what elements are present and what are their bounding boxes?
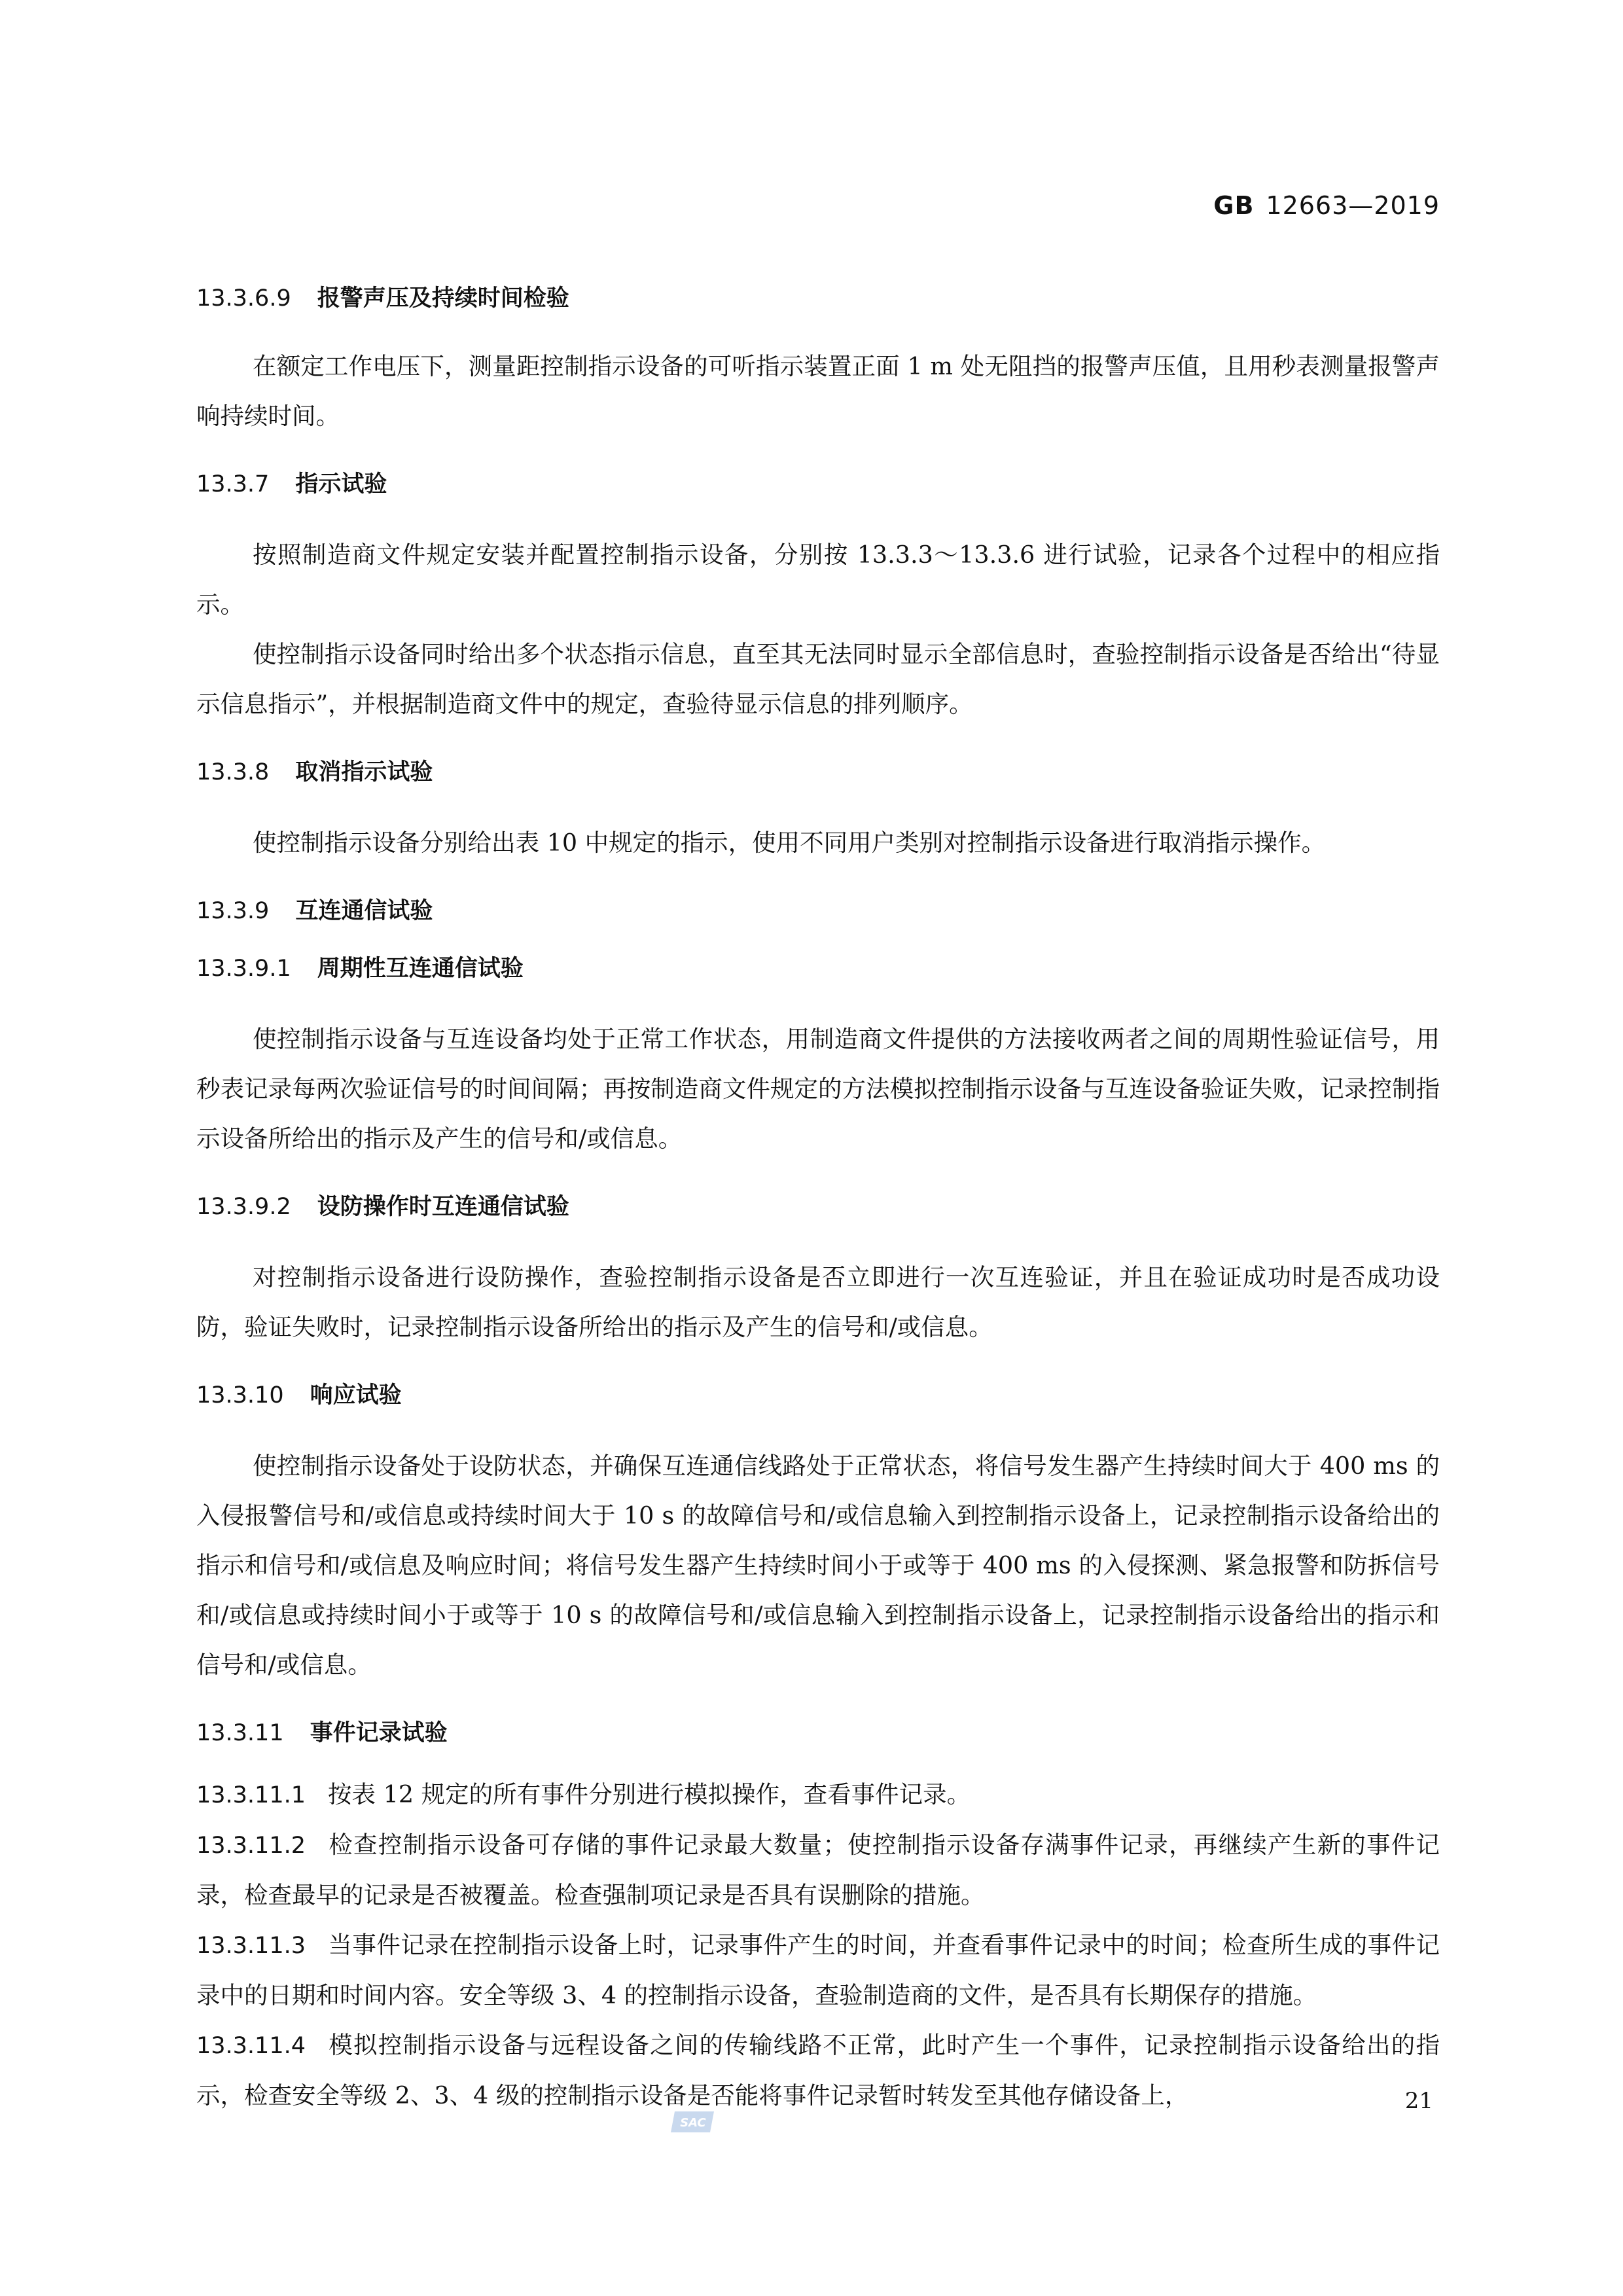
section-heading <box>196 1378 1440 1412</box>
item-number: 13.3.11.3 <box>196 1933 306 1959</box>
paragraph: 使控制指示设备同时给出多个状态指示信息，直至其无法同时显示全部信息时，查验控制指示设备是否给出“待显示信息指示”，并根据制造商文件中的规定，查验待显示信息的排列顺序。 <box>196 640 1440 718</box>
section-number: 13.3.9.2 <box>196 1194 291 1220</box>
standard-number <box>1213 191 1440 220</box>
section-number: 13.3.9 <box>196 898 270 924</box>
section-heading <box>196 1190 1440 1224</box>
section-number: 13.3.9.1 <box>196 956 291 982</box>
section-number: 13.3.6.9 <box>196 285 291 312</box>
section-title: 报警声压及持续时间检验 <box>317 285 569 312</box>
item-text: 检查控制指示设备可存储的事件记录最大数量；使控制指示设备存满事件记录，再继续产生新的事件记录，检查最早的记录是否被覆盖。检查强制项记录是否具有误删除的措施。 <box>196 1831 1440 1909</box>
paragraph: 使控制指示设备处于设防状态，并确保互连通信线路处于正常状态，将信号发生器产生持续时间大于 400 ms 的入侵报警信号和/或信息或持续时间大于 10 s 的故障信号和/或信息输入到控制指示设备上，记录控制指示设备给出的指示和信号和/或信息及响应时间；将信号发生器产生持续时间小于或等于 400 ms 的入侵探测、紧急报警和防拆信号和/或信息或持续时间小于或等于 10 s 的故障信号和/或信息输入到控制指示设备上，记录控制指示设备给出的指示和信号和/或信息。 <box>196 1452 1440 1679</box>
section-number: 13.3.8 <box>196 759 270 785</box>
section-heading <box>196 1716 1440 1750</box>
section-heading <box>196 952 1440 986</box>
paragraph: 对控制指示设备进行设防操作，查验控制指示设备是否立即进行一次互连验证，并且在验证成功时是否成功设防，验证失败时，记录控制指示设备所给出的指示及产生的信号和/或信息。 <box>196 1263 1440 1341</box>
section-heading <box>196 281 1440 315</box>
section-title: 取消指示试验 <box>295 759 433 785</box>
standard-prefix: GB <box>1213 191 1255 220</box>
page-number: 21 <box>1404 2088 1433 2114</box>
section-title: 事件记录试验 <box>310 1720 448 1746</box>
svg-text:SAC: SAC <box>680 2116 706 2130</box>
numbered-item <box>196 2020 1440 2121</box>
section-heading <box>196 755 1440 789</box>
document-body <box>196 281 1440 2121</box>
paragraph: 在额定工作电压下，测量距控制指示设备的可听指示装置正面 1 m 处无阻挡的报警声压值，且用秒表测量报警声响持续时间。 <box>196 352 1440 430</box>
section-title: 响应试验 <box>310 1382 402 1408</box>
section-number: 13.3.10 <box>196 1382 284 1408</box>
item-text: 模拟控制指示设备与远程设备之间的传输线路不正常，此时产生一个事件，记录控制指示设备给出的指示，检查安全等级 2、3、4 级的控制指示设备是否能将事件记录暂时转发至其他存储设备上， <box>196 2031 1440 2109</box>
item-number: 13.3.11.1 <box>196 1782 306 1808</box>
numbered-item <box>196 1770 1440 1820</box>
section-number: 13.3.7 <box>196 471 270 497</box>
numbered-item <box>196 1820 1440 1920</box>
section-title: 互连通信试验 <box>295 898 433 924</box>
section-title: 指示试验 <box>295 471 387 497</box>
numbered-item <box>196 1920 1440 2020</box>
standard-code: 12663—2019 <box>1266 191 1440 220</box>
item-number: 13.3.11.4 <box>196 2033 306 2059</box>
section-heading <box>196 467 1440 501</box>
item-text: 按表 12 规定的所有事件分别进行模拟操作，查看事件记录。 <box>328 1780 971 1808</box>
item-number: 13.3.11.2 <box>196 1833 306 1859</box>
paragraph: 使控制指示设备分别给出表 10 中规定的指示，使用不同用户类别对控制指示设备进行取消指示操作。 <box>253 829 1326 857</box>
sac-logo-icon <box>671 2109 718 2135</box>
section-heading <box>196 894 1440 928</box>
section-title: 设防操作时互连通信试验 <box>317 1194 569 1220</box>
section-number: 13.3.11 <box>196 1720 284 1746</box>
paragraph: 按照制造商文件规定安装并配置控制指示设备，分别按 13.3.3～13.3.6 进行试验，记录各个过程中的相应指示。 <box>196 541 1440 619</box>
section-title: 周期性互连通信试验 <box>317 956 524 982</box>
item-text: 当事件记录在控制指示设备上时，记录事件产生的时间，并查看事件记录中的时间；检查所生成的事件记录中的日期和时间内容。安全等级 3、4 的控制指示设备，查验制造商的文件，是否具有长期保存的措施。 <box>196 1931 1440 2009</box>
paragraph: 使控制指示设备与互连设备均处于正常工作状态，用制造商文件提供的方法接收两者之间的周期性验证信号，用秒表记录每两次验证信号的时间间隔；再按制造商文件规定的方法模拟控制指示设备与互连设备验证失败，记录控制指示设备所给出的指示及产生的信号和/或信息。 <box>196 1025 1440 1153</box>
